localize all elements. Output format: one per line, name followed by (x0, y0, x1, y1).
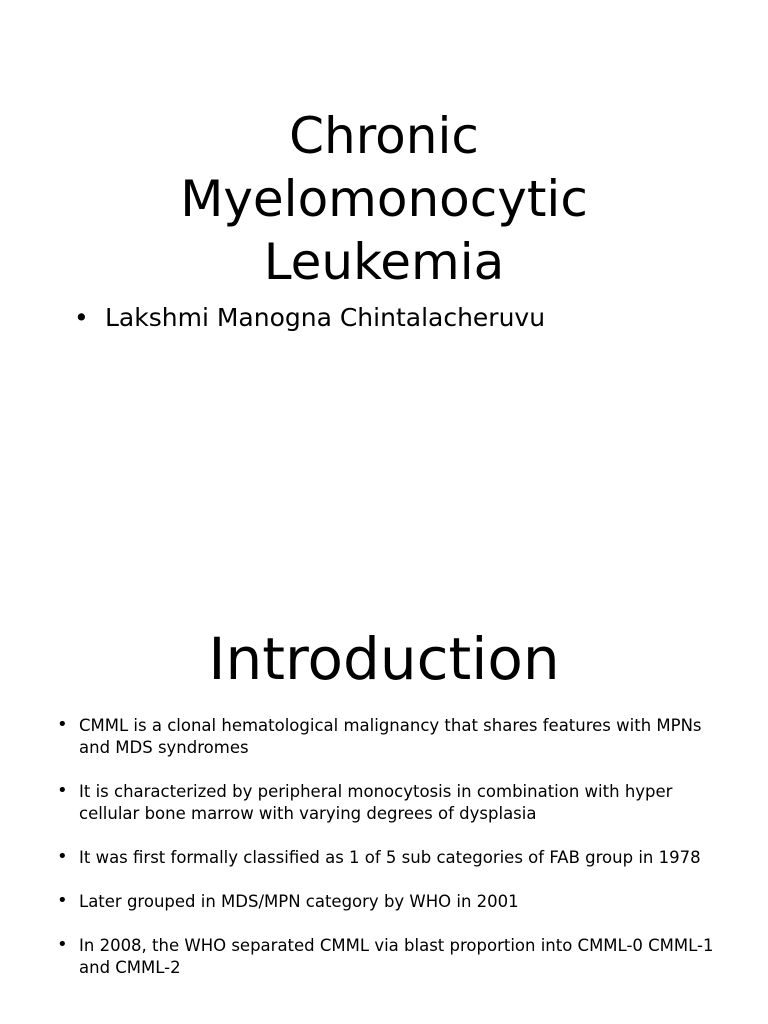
author-list (74, 302, 545, 334)
list-item (57, 891, 717, 913)
list-item (57, 935, 717, 979)
author-name: Lakshmi Manogna Chintalacheruvu (105, 303, 546, 332)
list-item (74, 302, 545, 334)
introduction-slide (0, 512, 768, 1024)
list-item (57, 847, 717, 869)
bullet-text: In 2008, the WHO separated CMML via blast proportion into CMML-0 CMML-1 and CMML-2 (79, 936, 714, 977)
bullet-text: It was first formally classified as 1 of 5 sub categories of FAB group in 1978 (79, 848, 701, 867)
slide-title: Introduction (208, 625, 560, 693)
bullet-icon: • (57, 780, 68, 801)
bullet-text: CMML is a clonal hematological malignancy that shares features with MPNs and MDS syndromes (79, 716, 702, 757)
bullet-icon: • (57, 846, 68, 867)
bullet-icon: • (74, 303, 89, 332)
title-line: Chronic (289, 107, 479, 165)
bullet-list (57, 715, 717, 1001)
title-line: Myelomonocytic (180, 170, 588, 228)
list-item (57, 781, 717, 825)
title-line: Leukemia (263, 233, 505, 291)
bullet-icon: • (57, 714, 68, 735)
bullet-icon: • (57, 934, 68, 955)
slide-title (0, 105, 768, 294)
bullet-text: Later grouped in MDS/MPN category by WHO in 2001 (79, 892, 519, 911)
list-item (57, 715, 717, 759)
bullet-text: It is characterized by peripheral monocytosis in combination with hyper cellular bone marrow with varying degrees of dysplasia (79, 782, 673, 823)
bullet-icon: • (57, 890, 68, 911)
